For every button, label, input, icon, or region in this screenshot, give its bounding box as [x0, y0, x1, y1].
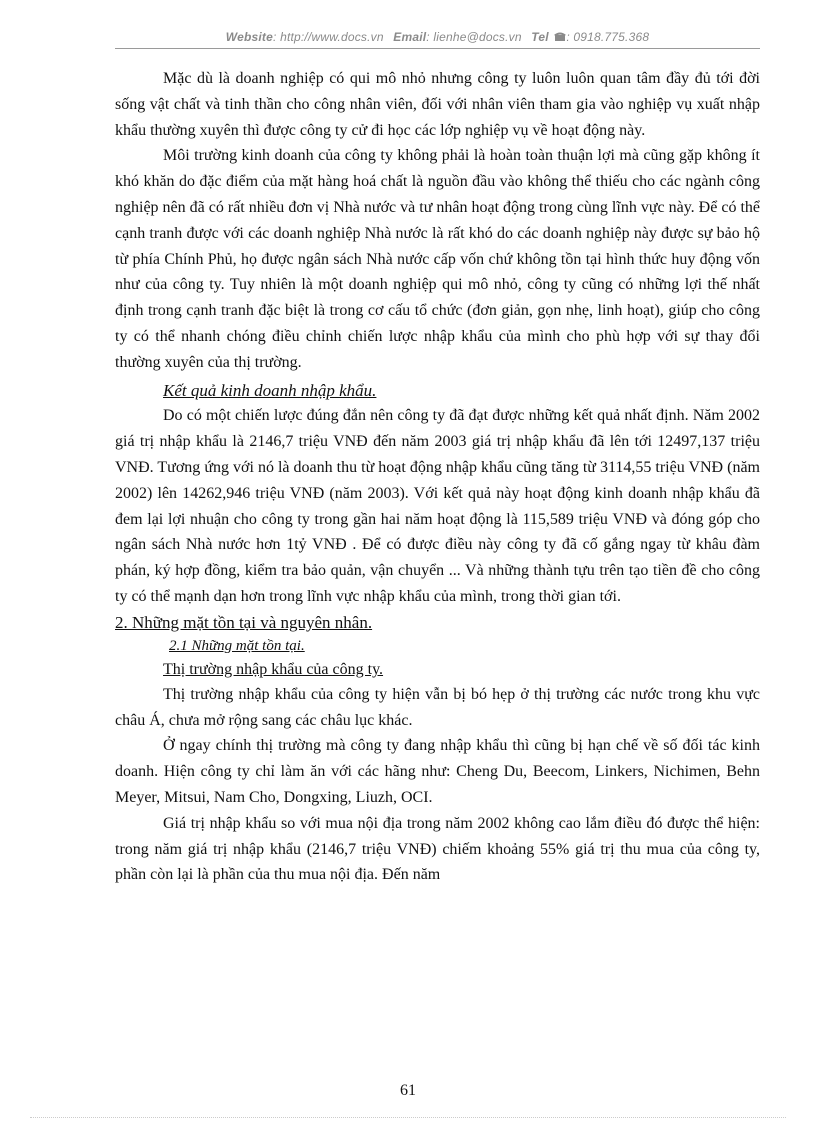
page-number: 61 — [400, 1082, 416, 1099]
heading-thi-truong: Thị trường nhập khẩu của công ty. — [163, 660, 384, 678]
heading-ket-qua: Kết quả kinh doanh nhập khẩu. — [163, 380, 377, 400]
website-label: Website — [225, 30, 273, 44]
paragraph-2: Môi trường kinh doanh của công ty không phải là hoàn toàn thuận lợi mà cũng gặp không ít khó khăn do đặc điểm của mặt hàng hoá chất là nguồn đầu vào không thể thiếu cho các ngành công nghiệp nên đã có rất nhiều đơn vị Nhà nước và tư nhân hoạt động trong cùng lĩnh vực này. Để có thể cạnh tranh được với các doanh nghiệp Nhà nước là rất khó do các doanh nghiệp này được sự bảo hộ từ phía Chính Phủ, họ được ngân sách Nhà nước cấp vốn chứ không tồn tại hình thức huy động vốn như của công ty. Tuy nhiên là một doanh nghiệp qui mô nhỏ, công ty cũng có những lợi thế nhất định trong cạnh tranh đặc biệt là trong cơ cấu tổ chức (đơn giản, gọn nhẹ, linh hoạt), giúp cho công ty có thể nhanh chóng điều chỉnh chiến lược nhập khẩu của mình cho phù hợp với sự thay đổi thường xuyên của thị trường. — [115, 147, 760, 371]
email-label: Email — [393, 30, 427, 44]
paragraph-5: Ở ngay chính thị trường mà công ty đang nhập khẩu thì cũng bị hạn chế về số đối tác kinh doanh. Hiện công ty chỉ làm ăn với các hãng như: Cheng Du, Beecom, Linkers, Nichimen, Behn Meyer, Mitsui, Nam Cho, Dongxing, Liuzh, OCI. — [115, 737, 760, 806]
website-value: : http://www.docs.vn — [273, 30, 384, 44]
phone-icon — [554, 31, 566, 45]
tel-label: Tel — [531, 30, 549, 44]
email-value: : lienhe@docs.vn — [426, 30, 522, 44]
heading-section-2: 2. Những mặt tồn tại và nguyên nhân. — [115, 612, 373, 632]
paragraph-4: Thị trường nhập khẩu của công ty hiện vẫn bị bó hẹp ở thị trường các nước trong khu vực châu Á, chưa mở rộng sang các châu lục khác. — [115, 685, 760, 729]
page-header — [115, 30, 760, 45]
heading-section-2-1: 2.1 Những mặt tồn tại. — [169, 637, 305, 654]
paragraph-3: Do có một chiến lược đúng đắn nên công ty đã đạt được những kết quả nhất định. Năm 2002 giá trị nhập khẩu là 2146,7 triệu VNĐ đến năm 2003 giá trị nhập khẩu đã lên tới 12497,137 triệu VNĐ. Tương ứng với nó là doanh thu từ hoạt động nhập khẩu cũng tăng từ 3114,55 triệu VNĐ (năm 2002) lên 14262,946 triệu VNĐ (năm 2003). Với kết quả này hoạt động kinh doanh nhập khẩu đã đem lại lợi nhuận cho công ty trong gần hai năm hoạt động là 115,589 triệu VNĐ và đóng góp cho ngân sách Nhà nước hơn 1tỷ VNĐ . Để có được điều này công ty đã cố gắng ngay từ khâu đàm phán, ký hợp đồng, kiểm tra bảo quản, vận chuyển ... Và những thành tựu trên tạo tiền đề cho công ty có thể mạnh dạn hơn trong lĩnh vực nhập khẩu của mình, trong thời gian tới. — [115, 407, 760, 605]
tel-value: : 0918.775.368 — [566, 30, 650, 44]
header-rule — [115, 48, 760, 49]
document-body — [115, 66, 760, 888]
paragraph-6: Giá trị nhập khẩu so với mua nội địa trong năm 2002 không cao lắm điều đó được thể hiện: trong năm giá trị nhập khẩu (2146,7 triệu VNĐ) chiếm khoảng 55% giá trị thu mua của công ty, phần còn lại là phần của thu mua nội địa. Đến năm — [115, 814, 760, 884]
footer-rule — [30, 1117, 786, 1118]
paragraph-1: Mặc dù là doanh nghiệp có qui mô nhỏ nhưng công ty luôn luôn quan tâm đầy đủ tới đời sống vật chất và tinh thần cho công nhân viên, đối với nhân viên tham gia vào nghiệp vụ xuất nhập khẩu thường xuyên thì được công ty cử đi học các lớp nghiệp vụ về hoạt động này. — [115, 70, 760, 139]
